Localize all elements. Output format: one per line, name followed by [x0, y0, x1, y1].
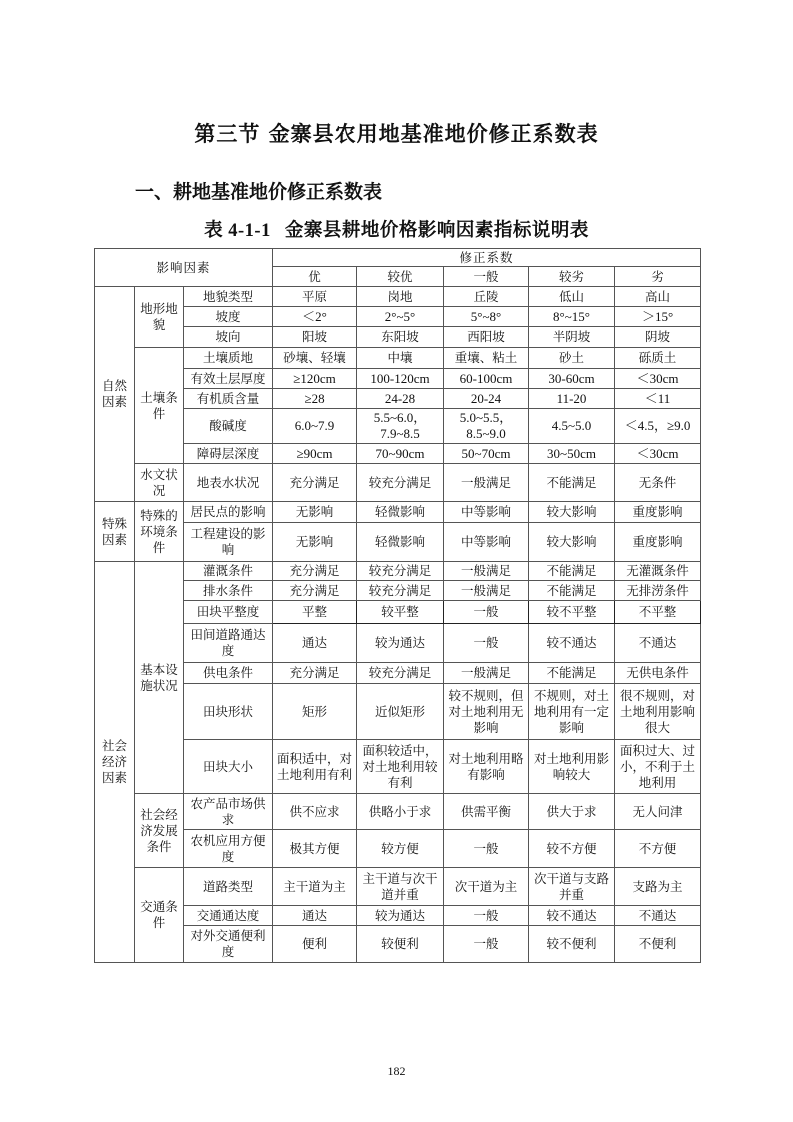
value-cell: 较不通达: [529, 624, 615, 663]
value-cell: 轻微影响: [357, 502, 444, 523]
value-cell: 阳坡: [273, 327, 357, 348]
value-cell: 不规则，对土地利用有一定影响: [529, 684, 615, 740]
factor-cell: 田块形状: [184, 684, 273, 740]
value-cell: 平整: [273, 601, 357, 624]
value-cell: 面积较适中，对土地利用较有利: [357, 740, 444, 794]
value-cell: ＜4.5，≥9.0: [615, 409, 701, 444]
value-cell: 供略小于求: [357, 794, 444, 830]
factor-cell: 对外交通便利度: [184, 926, 273, 963]
value-cell: 较充分满足: [357, 464, 444, 502]
table-number: 表 4-1-1: [204, 221, 271, 241]
factor-cell: 坡度: [184, 307, 273, 327]
value-cell: 很不规则，对土地利用影响很大: [615, 684, 701, 740]
factor-cell: 坡向: [184, 327, 273, 348]
level-header: 较优: [357, 267, 444, 287]
value-cell: 充分满足: [273, 663, 357, 684]
value-cell: 一般满足: [444, 581, 529, 601]
value-cell: 一般满足: [444, 663, 529, 684]
value-cell: ＜11: [615, 389, 701, 409]
subgroup-env: 特殊的环境条件: [135, 502, 184, 562]
value-cell: 重度影响: [615, 523, 701, 562]
value-cell: 中等影响: [444, 502, 529, 523]
value-cell: 30-60cm: [529, 369, 615, 389]
value-cell: 无供电条件: [615, 663, 701, 684]
value-cell: 20-24: [444, 389, 529, 409]
factor-cell: 田块平整度: [184, 601, 273, 624]
factor-cell: 地表水状况: [184, 464, 273, 502]
table-row: [95, 307, 701, 327]
factor-cell: 供电条件: [184, 663, 273, 684]
value-cell: 较充分满足: [357, 581, 444, 601]
value-cell: 较大影响: [529, 502, 615, 523]
value-cell: 一般满足: [444, 464, 529, 502]
subsection-title: 一、耕地基准地价修正系数表: [135, 181, 383, 203]
value-cell: 不能满足: [529, 464, 615, 502]
table-row: [95, 624, 701, 663]
table-row: [95, 523, 701, 562]
group-special: 特殊因素: [95, 502, 135, 562]
table-row: [95, 663, 701, 684]
value-cell: 较为通达: [357, 906, 444, 926]
value-cell: 砂土: [529, 348, 615, 369]
value-cell: 一般: [444, 624, 529, 663]
value-cell: 不平整: [615, 601, 701, 624]
value-cell: 不能满足: [529, 562, 615, 581]
value-cell: 不通达: [615, 624, 701, 663]
value-cell: 不能满足: [529, 663, 615, 684]
value-cell: 极其方便: [273, 830, 357, 868]
table-row: [95, 684, 701, 740]
factor-cell: 有效土层厚度: [184, 369, 273, 389]
value-cell: 矩形: [273, 684, 357, 740]
value-cell: 6.0~7.9: [273, 409, 357, 444]
value-cell: 主干道为主: [273, 868, 357, 906]
table-title: 金寨县耕地价格影响因素指标说明表: [284, 220, 589, 241]
table-row: [95, 601, 701, 624]
value-cell: 5°~8°: [444, 307, 529, 327]
value-cell: 较大影响: [529, 523, 615, 562]
level-header: 较劣: [529, 267, 615, 287]
value-cell: 一般满足: [444, 562, 529, 581]
value-cell: 5.5~6.0，7.9~8.5: [357, 409, 444, 444]
value-cell: 支路为主: [615, 868, 701, 906]
value-cell: 半阴坡: [529, 327, 615, 348]
factor-cell: 田间道路通达度: [184, 624, 273, 663]
value-cell: 一般: [444, 830, 529, 868]
value-cell: 供需平衡: [444, 794, 529, 830]
value-cell: 次干道与支路并重: [529, 868, 615, 906]
value-cell: 充分满足: [273, 562, 357, 581]
table-row: [95, 464, 701, 502]
factor-cell: 农机应用方便度: [184, 830, 273, 868]
subgroup-traffic: 交通条件: [135, 868, 184, 963]
value-cell: 轻微影响: [357, 523, 444, 562]
value-cell: 丘陵: [444, 287, 529, 307]
group-social: 社会经济因素: [95, 562, 135, 963]
value-cell: 无影响: [273, 523, 357, 562]
value-cell: ＜30cm: [615, 369, 701, 389]
value-cell: 100-120cm: [357, 369, 444, 389]
value-cell: 砾质土: [615, 348, 701, 369]
table-row: [95, 794, 701, 830]
table-row: [95, 740, 701, 794]
value-cell: 较不通达: [529, 906, 615, 926]
value-cell: 主干道与次干道并重: [357, 868, 444, 906]
value-cell: ＜30cm: [615, 444, 701, 464]
factor-cell: 交通通达度: [184, 906, 273, 926]
value-cell: 较不方便: [529, 830, 615, 868]
value-cell: 较平整: [357, 601, 444, 624]
table-row: [95, 287, 701, 307]
page-number: 182: [387, 1064, 406, 1078]
value-cell: 中等影响: [444, 523, 529, 562]
value-cell: 较方便: [357, 830, 444, 868]
value-cell: 较充分满足: [357, 663, 444, 684]
table-row: [95, 926, 701, 963]
header-row: [95, 249, 701, 267]
factor-cell: 酸碱度: [184, 409, 273, 444]
subgroup-soil: 土壤条件: [135, 348, 184, 464]
factor-cell: 灌溉条件: [184, 562, 273, 581]
value-cell: 不通达: [615, 906, 701, 926]
value-cell: 不便利: [615, 926, 701, 963]
level-header: 一般: [444, 267, 529, 287]
value-cell: 通达: [273, 624, 357, 663]
factor-cell: 障碍层深度: [184, 444, 273, 464]
value-cell: 30~50cm: [529, 444, 615, 464]
table-row: [95, 348, 701, 369]
value-cell: 面积适中，对土地利用有利: [273, 740, 357, 794]
level-header: 优: [273, 267, 357, 287]
value-cell: 阴坡: [615, 327, 701, 348]
value-cell: 较不便利: [529, 926, 615, 963]
value-cell: 不能满足: [529, 581, 615, 601]
value-cell: 5.0~5.5，8.5~9.0: [444, 409, 529, 444]
value-cell: 低山: [529, 287, 615, 307]
value-cell: 一般: [444, 906, 529, 926]
value-cell: 东阳坡: [357, 327, 444, 348]
value-cell: 60-100cm: [444, 369, 529, 389]
table-row: [95, 409, 701, 444]
value-cell: 一般: [444, 926, 529, 963]
table-row: [95, 502, 701, 523]
value-cell: 24-28: [357, 389, 444, 409]
value-cell: 便利: [273, 926, 357, 963]
value-cell: 较为通达: [357, 624, 444, 663]
value-cell: 通达: [273, 906, 357, 926]
table-row: [95, 830, 701, 868]
value-cell: 一般: [444, 601, 529, 624]
factor-cell: 地貌类型: [184, 287, 273, 307]
value-cell: 不方便: [615, 830, 701, 868]
table-row: [95, 327, 701, 348]
factor-cell: 田块大小: [184, 740, 273, 794]
factor-cell: 有机质含量: [184, 389, 273, 409]
value-cell: 较不平整: [529, 601, 615, 624]
group-natural: 自然因素: [95, 287, 135, 502]
value-cell: 次干道为主: [444, 868, 529, 906]
factor-table: [94, 248, 701, 963]
value-cell: 西阳坡: [444, 327, 529, 348]
value-cell: 较充分满足: [357, 562, 444, 581]
value-cell: 充分满足: [273, 464, 357, 502]
value-cell: 无灌溉条件: [615, 562, 701, 581]
table-row: [95, 369, 701, 389]
table-row: [95, 562, 701, 581]
value-cell: 岗地: [357, 287, 444, 307]
value-cell: 无影响: [273, 502, 357, 523]
value-cell: 平原: [273, 287, 357, 307]
factor-cell: 道路类型: [184, 868, 273, 906]
subgroup-infra: 基本设施状况: [135, 562, 184, 794]
subgroup-terrain: 地形地貌: [135, 287, 184, 348]
value-cell: ≥90cm: [273, 444, 357, 464]
value-cell: 供大于求: [529, 794, 615, 830]
factor-cell: 农产品市场供求: [184, 794, 273, 830]
value-cell: 近似矩形: [357, 684, 444, 740]
value-cell: 高山: [615, 287, 701, 307]
value-cell: 无人问津: [615, 794, 701, 830]
subgroup-socio: 社会经济发展条件: [135, 794, 184, 868]
table-row: [95, 581, 701, 601]
value-cell: 对土地利用略有影响: [444, 740, 529, 794]
value-cell: 无条件: [615, 464, 701, 502]
table-caption: [0, 216, 793, 242]
factor-cell: 排水条件: [184, 581, 273, 601]
value-cell: 8°~15°: [529, 307, 615, 327]
header-coef: 修正系数: [273, 249, 701, 267]
subgroup-hydro: 水文状况: [135, 464, 184, 502]
value-cell: 充分满足: [273, 581, 357, 601]
value-cell: 对土地利用影响较大: [529, 740, 615, 794]
table-row: [95, 868, 701, 906]
factor-cell: 工程建设的影响: [184, 523, 273, 562]
value-cell: 面积过大、过小，不利于土地利用: [615, 740, 701, 794]
header-factor: 影响因素: [95, 249, 273, 287]
level-header: 劣: [615, 267, 701, 287]
value-cell: 中壤: [357, 348, 444, 369]
factor-cell: 土壤质地: [184, 348, 273, 369]
value-cell: 较便利: [357, 926, 444, 963]
table-row: [95, 444, 701, 464]
value-cell: 11-20: [529, 389, 615, 409]
value-cell: ＜2°: [273, 307, 357, 327]
value-cell: 无排涝条件: [615, 581, 701, 601]
value-cell: ≥120cm: [273, 369, 357, 389]
value-cell: 供不应求: [273, 794, 357, 830]
table-row: [95, 906, 701, 926]
table-row: [95, 389, 701, 409]
value-cell: 重度影响: [615, 502, 701, 523]
value-cell: 较不规则，但对土地利用无影响: [444, 684, 529, 740]
value-cell: 重壤、粘土: [444, 348, 529, 369]
factor-cell: 居民点的影响: [184, 502, 273, 523]
value-cell: 4.5~5.0: [529, 409, 615, 444]
value-cell: 70~90cm: [357, 444, 444, 464]
value-cell: ≥28: [273, 389, 357, 409]
value-cell: 2°~5°: [357, 307, 444, 327]
value-cell: 50~70cm: [444, 444, 529, 464]
value-cell: 砂壤、轻壤: [273, 348, 357, 369]
value-cell: ＞15°: [615, 307, 701, 327]
section-title: 第三节 金寨县农用地基准地价修正系数表: [194, 121, 599, 146]
